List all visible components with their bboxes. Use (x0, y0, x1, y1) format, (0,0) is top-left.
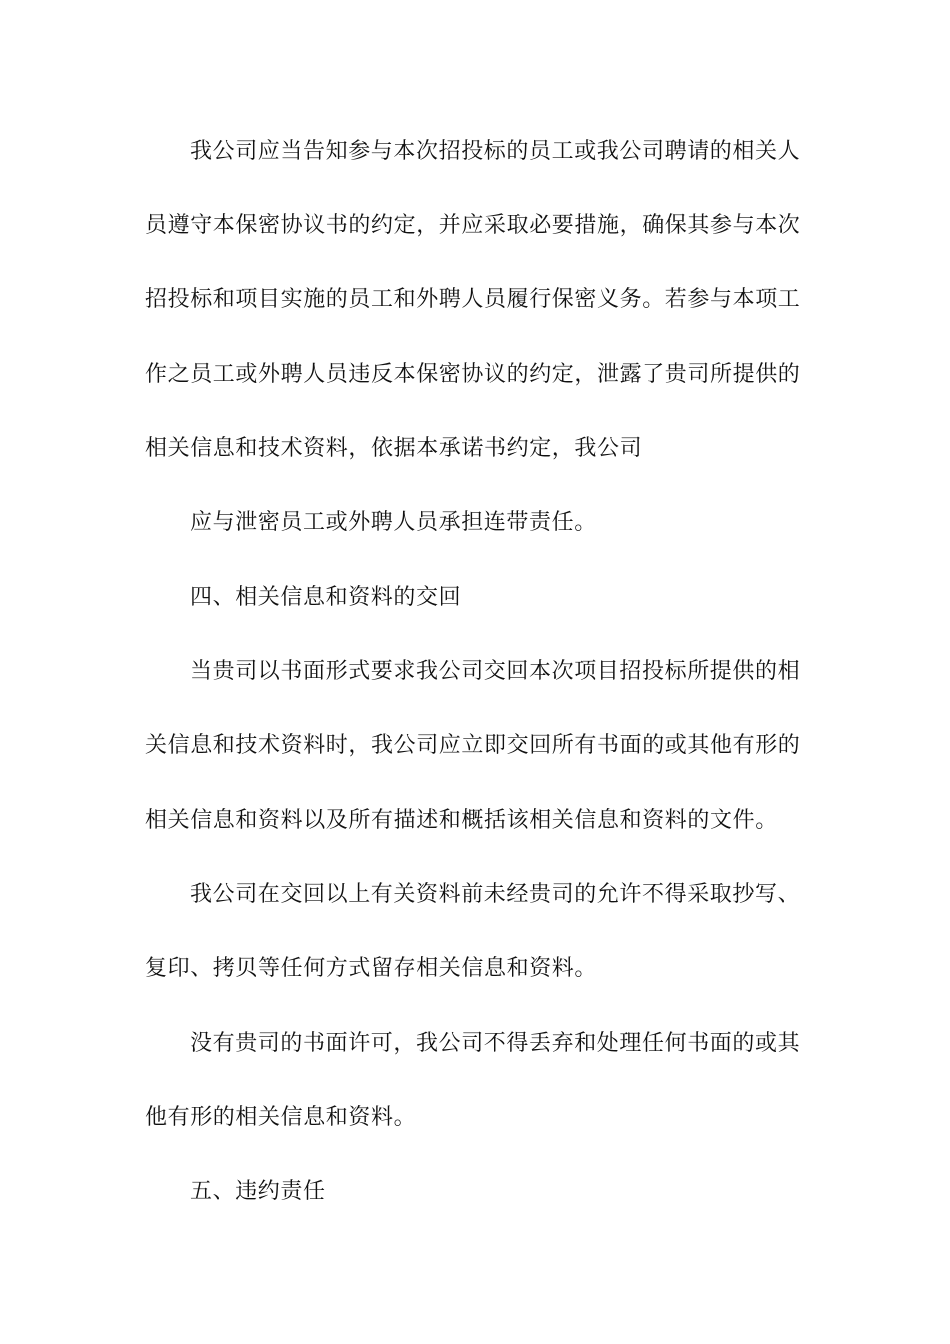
section-heading: 四、相关信息和资料的交回 (190, 585, 462, 610)
paragraph-line: 员遵守本保密协议书的约定，并应采取必要措施，确保其参与本次 (145, 213, 801, 238)
paragraph-line: 应与泄密员工或外聘人员承担连带责任。 (190, 510, 597, 535)
paragraph-line: 当贵司以书面形式要求我公司交回本次项目招投标所提供的相 (190, 659, 801, 684)
paragraph-line: 我公司应当告知参与本次招投标的员工或我公司聘请的相关人 (190, 139, 801, 164)
paragraph-line: 我公司在交回以上有关资料前未经贵司的允许不得采取抄写、 (190, 882, 801, 907)
paragraph-line: 没有贵司的书面许可，我公司不得丢弃和处理任何书面的或其 (190, 1031, 801, 1056)
paragraph-line: 相关信息和资料以及所有描述和概括该相关信息和资料的文件。 (145, 808, 778, 833)
paragraph-line: 招投标和项目实施的员工和外聘人员履行保密义务。若参与本项工 (145, 287, 801, 312)
paragraph-line: 关信息和技术资料时，我公司应立即交回所有书面的或其他有形的 (145, 733, 801, 758)
paragraph-line: 复印、拷贝等任何方式留存相关信息和资料。 (145, 956, 598, 981)
paragraph-line: 相关信息和技术资料，依据本承诺书约定，我公司 (145, 436, 643, 461)
section-heading: 五、违约责任 (190, 1179, 326, 1204)
paragraph-line: 作之员工或外聘人员违反本保密协议的约定，泄露了贵司所提供的 (145, 362, 801, 387)
paragraph-line: 他有形的相关信息和资料。 (145, 1105, 417, 1130)
